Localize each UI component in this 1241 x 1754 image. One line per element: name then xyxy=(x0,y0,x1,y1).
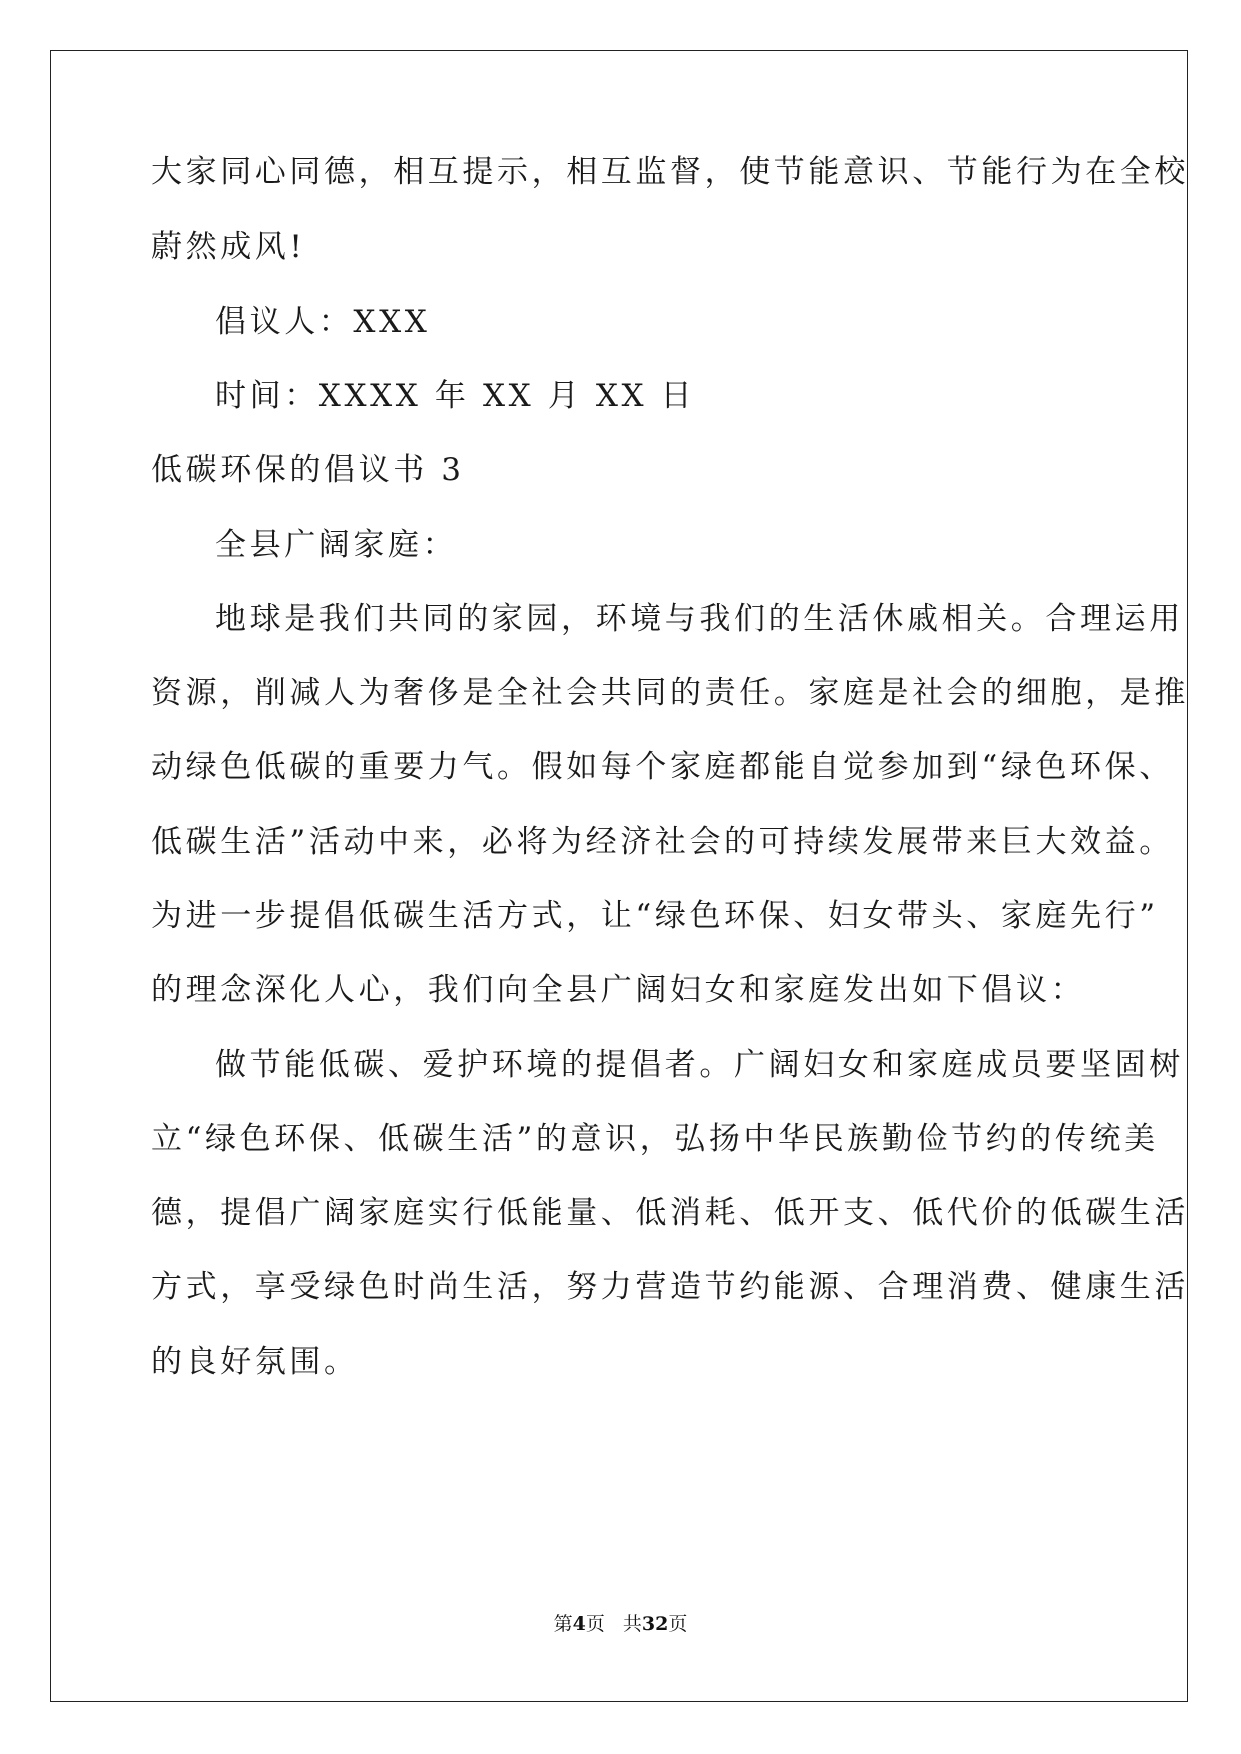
total-page-count: 32 xyxy=(641,1613,669,1635)
text-line: 的理念深化人心，我们向全县广阔妇女和家庭发出如下倡议： xyxy=(151,972,1086,1008)
signatory-line: 倡议人：XXX xyxy=(215,304,431,340)
text-line: 立“绿色环保、低碳生活”的意识，弘扬中华民族勤俭节约的传统美 xyxy=(151,1121,1159,1157)
text-line: 动绿色低碳的重要力气。假如每个家庭都能自觉参加到“绿色环保、 xyxy=(151,749,1174,785)
footer-page-suffix: 页 xyxy=(585,1613,605,1635)
text-line: 方式，享受绿色时尚生活，努力营造节约能源、合理消费、健康生活 xyxy=(151,1269,1189,1305)
text-line: 低碳生活”活动中来，必将为经济社会的可持续发展带来巨大效益。 xyxy=(151,824,1174,860)
footer-total-prefix: 共 xyxy=(622,1613,642,1635)
page-footer xyxy=(0,1612,1241,1636)
text-line: 地球是我们共同的家园，环境与我们的生活休戚相关。合理运用 xyxy=(215,601,1184,637)
text-line: 的良好氛围。 xyxy=(151,1344,359,1380)
footer-prefix: 第 xyxy=(553,1613,573,1635)
salutation: 全县广阔家庭： xyxy=(215,527,458,563)
date-line: 时间：XXXX 年 XX 月 XX 日 xyxy=(215,378,696,414)
text-line: 蔚然成风! xyxy=(151,229,306,265)
text-line: 资源，削减人为奢侈是全社会共同的责任。家庭是社会的细胞，是推 xyxy=(151,675,1189,711)
text-line: 做节能低碳、爱护环境的提倡者。广阔妇女和家庭成员要坚固树 xyxy=(215,1047,1184,1083)
section-title: 低碳环保的倡议书 3 xyxy=(151,452,465,488)
text-line: 大家同心同德，相互提示，相互监督，使节能意识、节能行为在全校 xyxy=(151,154,1189,190)
footer-total-suffix: 页 xyxy=(668,1613,688,1635)
text-line: 为进一步提倡低碳生活方式，让“绿色环保、妇女带头、家庭先行” xyxy=(151,898,1159,934)
current-page-number: 4 xyxy=(572,1613,586,1635)
text-line: 德，提倡广阔家庭实行低能量、低消耗、低开支、低代价的低碳生活 xyxy=(151,1195,1189,1231)
page-border xyxy=(50,50,1188,1702)
